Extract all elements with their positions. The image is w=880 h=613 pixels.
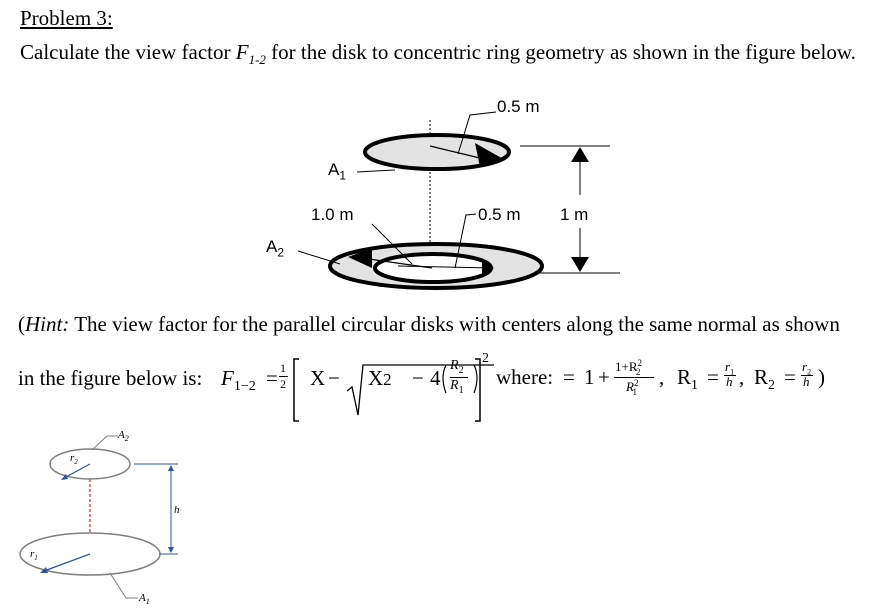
height-arrow-up — [571, 147, 589, 162]
small-a1-leader — [110, 573, 138, 598]
formula-r2: $R_2$ — [450, 358, 464, 376]
statement-suffix: for the disk to concentric ring geometry as shown in the figure below. — [265, 40, 856, 64]
formula-four: 4 — [430, 366, 441, 390]
where-r2-num: $r_2$ — [802, 359, 812, 377]
small-a2-leader — [92, 436, 118, 450]
hint-line: (Hint: The view factor for the parallel circular disks with centers along the same normal as shown — [18, 312, 840, 336]
formula-brackets — [18, 357, 498, 427]
where-frac-num: $1+R^2_2$ — [615, 358, 643, 377]
where-one: 1 — [584, 365, 595, 389]
a2-leader — [298, 251, 340, 264]
where-h1: h — [726, 374, 733, 389]
formula-x1: X — [310, 366, 326, 390]
problem-heading: Problem 3: — [20, 6, 113, 30]
statement-prefix: Calculate the view factor — [20, 40, 236, 64]
area2-label: $A_2$ — [266, 237, 285, 260]
where-frac-den: $R^2_1$ — [626, 378, 639, 397]
formula-r1: $R_1$ — [450, 378, 464, 396]
view-factor-formula — [18, 351, 498, 427]
where-R1: $R_1$ — [677, 365, 699, 394]
formula-lead: in the figure below is: — [18, 366, 203, 390]
where-h2: h — [803, 374, 810, 389]
top-radius-label: 0.5 m — [497, 97, 540, 116]
formula-minus1: − — [328, 366, 340, 390]
where-comma2: , — [739, 365, 745, 389]
area1-label: $A_1$ — [328, 160, 347, 183]
height-label: 1 m — [560, 205, 589, 224]
formula-half-num: 1 — [280, 361, 286, 375]
where-R2: $R_2$ — [754, 365, 776, 394]
formula-minus2: − — [412, 366, 424, 390]
small-a2-label: $A_2$ — [118, 429, 129, 444]
formula-equals: = — [266, 366, 278, 390]
hint-word: Hint: — [25, 312, 70, 336]
formula-lhs: $F_{1-2}$ — [221, 366, 256, 395]
where-label: where: — [496, 365, 554, 389]
hint-text: The view factor for the parallel circular disks with centers along the same normal as shown — [69, 312, 840, 336]
where-comma1: , — [659, 365, 665, 389]
where-definitions — [496, 358, 856, 405]
small-r1-label: $r_1$ — [30, 548, 38, 563]
small-r2-label: $r_2$ — [70, 452, 78, 467]
formula-half-den: 2 — [280, 377, 286, 391]
statement-symbol: F — [235, 40, 249, 64]
statement-subscript: 1-2 — [248, 52, 266, 68]
a1-leader — [357, 170, 395, 172]
small-a1-label: $A_1$ — [139, 592, 150, 607]
small-h-label: h — [174, 504, 180, 516]
where-r1-num: $r_1$ — [725, 359, 735, 377]
where-eq2: = — [784, 365, 796, 389]
where-eq1: = — [707, 365, 719, 389]
small-h-arrow-up — [168, 465, 174, 471]
where-equals: = — [563, 365, 575, 389]
where-plus: + — [598, 365, 610, 389]
inner-radius-label: 0.5 m — [478, 205, 521, 224]
outer-radius-label: 1.0 m — [311, 205, 354, 224]
parallel-disks-figure — [0, 420, 200, 613]
where-close: ) — [818, 365, 825, 389]
height-arrow-down — [571, 257, 589, 272]
formula-outer-exp: 2 — [482, 351, 489, 366]
formula-x2: X2 — [368, 366, 392, 390]
small-h-arrow-down — [168, 547, 174, 553]
